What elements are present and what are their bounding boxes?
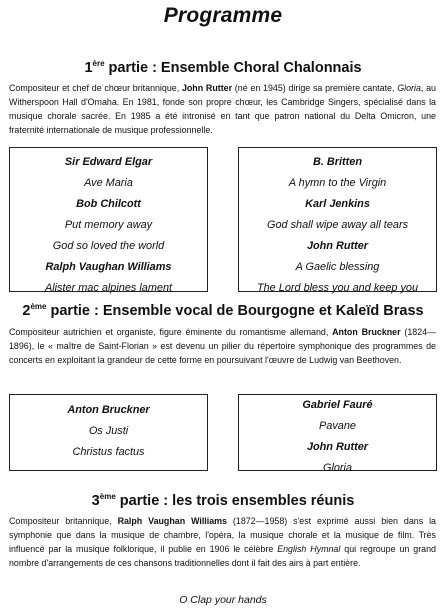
text-run: Compositeur et chef de chœur britannique, (9, 83, 182, 93)
composer-name: Bob Chilcott (76, 198, 141, 210)
composer-name: B. Britten (312, 156, 362, 168)
piece-title: A Gaelic blessing (295, 261, 380, 273)
part-number: 3 (91, 493, 100, 509)
piece-title: The Lord bless you and keep you (256, 282, 419, 294)
part-heading-text: partie : Ensemble vocal de Bourgogne et Kaleïd Brass (46, 303, 424, 319)
piece-title: God so loved the world (52, 240, 165, 252)
part-number: 2 (22, 303, 31, 319)
text-run: Compositeur britannique, (9, 516, 118, 526)
program-box-2 (238, 147, 437, 292)
composer-name: Ralph Vaughan Williams (117, 516, 227, 526)
composer-name: John Rutter (306, 240, 369, 252)
composer-name: John Rutter (181, 83, 233, 93)
text-run: Compositeur autrichien et organiste, figure éminente du romantisme allemand, (9, 327, 333, 337)
part-ordinal: ère (92, 59, 105, 68)
piece-title: Pavane (319, 420, 356, 432)
program-box-1 (9, 147, 208, 292)
text-run: (1872—1958) s'est exprimé aussi bien dans la symphonie que dans la musique de chambre, l'opéra, la musique chorale et la musique de film. Très influencé par la musique folklorique, il publie en 1906 le célèbre (9, 516, 436, 554)
part-3-heading (0, 493, 446, 509)
piece-title: Gloria (322, 462, 353, 474)
closing-piece: O Clap your hands (179, 594, 267, 606)
part-heading-text: partie : les trois ensembles réunis (115, 493, 355, 509)
piece-title: Alister mac alpines lament (44, 282, 173, 294)
part-1-heading (0, 60, 446, 76)
text-run: , au Witherspoon Hall d'Omaha. En 1981, fonde son propre chœur, les Cambridge Singers, spécialisé dans la musique chorale sacrée. En 1985 a été intronisé en tant que patron national du Delta Omicron, une fraternité internationale de musique professionnelle. (9, 83, 436, 135)
part-number: 1 (84, 60, 93, 76)
piece-title: Put memory away (64, 219, 153, 231)
part-1-description (9, 81, 436, 137)
work-title: English Hymnal (277, 544, 341, 554)
piece-title: God shall wipe away all tears (266, 219, 409, 231)
composer-name: Ralph Vaughan Williams (45, 261, 172, 273)
composer-name: Sir Edward Elgar (64, 156, 153, 168)
program-box-3 (9, 394, 208, 471)
text-run: (né en 1945) dirige sa première cantate, (232, 83, 398, 93)
composer-name: Anton Bruckner (67, 404, 150, 416)
piece-title: A hymn to the Virgin (288, 177, 387, 189)
part-3-description (9, 514, 436, 570)
work-title: Gloria (397, 83, 421, 93)
text-run: (1824—1896), le « maître de Saint-Florian » est devenu un pilier du répertoire symphonique des programmes de concerts en exploitant la grandeur de cette forme en poursuivant l'œuvre de Ludwig van Beethoven. (9, 327, 436, 365)
program-box-4 (238, 394, 437, 474)
composer-name: Anton Bruckner (332, 327, 401, 337)
part-2-description (9, 325, 436, 367)
piece-title: Os Justi (88, 425, 129, 437)
part-2-heading (0, 303, 446, 319)
composer-name: John Rutter (306, 441, 369, 453)
part-ordinal: ème (30, 302, 47, 311)
page-title: Programme (163, 4, 283, 27)
part-ordinal: ème (99, 492, 116, 501)
text-run: qui regroupe un grand nombre d'arrangements de ces chansons traditionnelles dont il fait des airs à part entière. (9, 544, 436, 568)
composer-name: Gabriel Fauré (302, 399, 373, 411)
piece-title: Christus factus (72, 446, 145, 458)
composer-name: Karl Jenkins (305, 198, 370, 210)
part-heading-text: partie : Ensemble Choral Chalonnais (104, 60, 362, 76)
piece-title: Ave Maria (84, 177, 133, 189)
